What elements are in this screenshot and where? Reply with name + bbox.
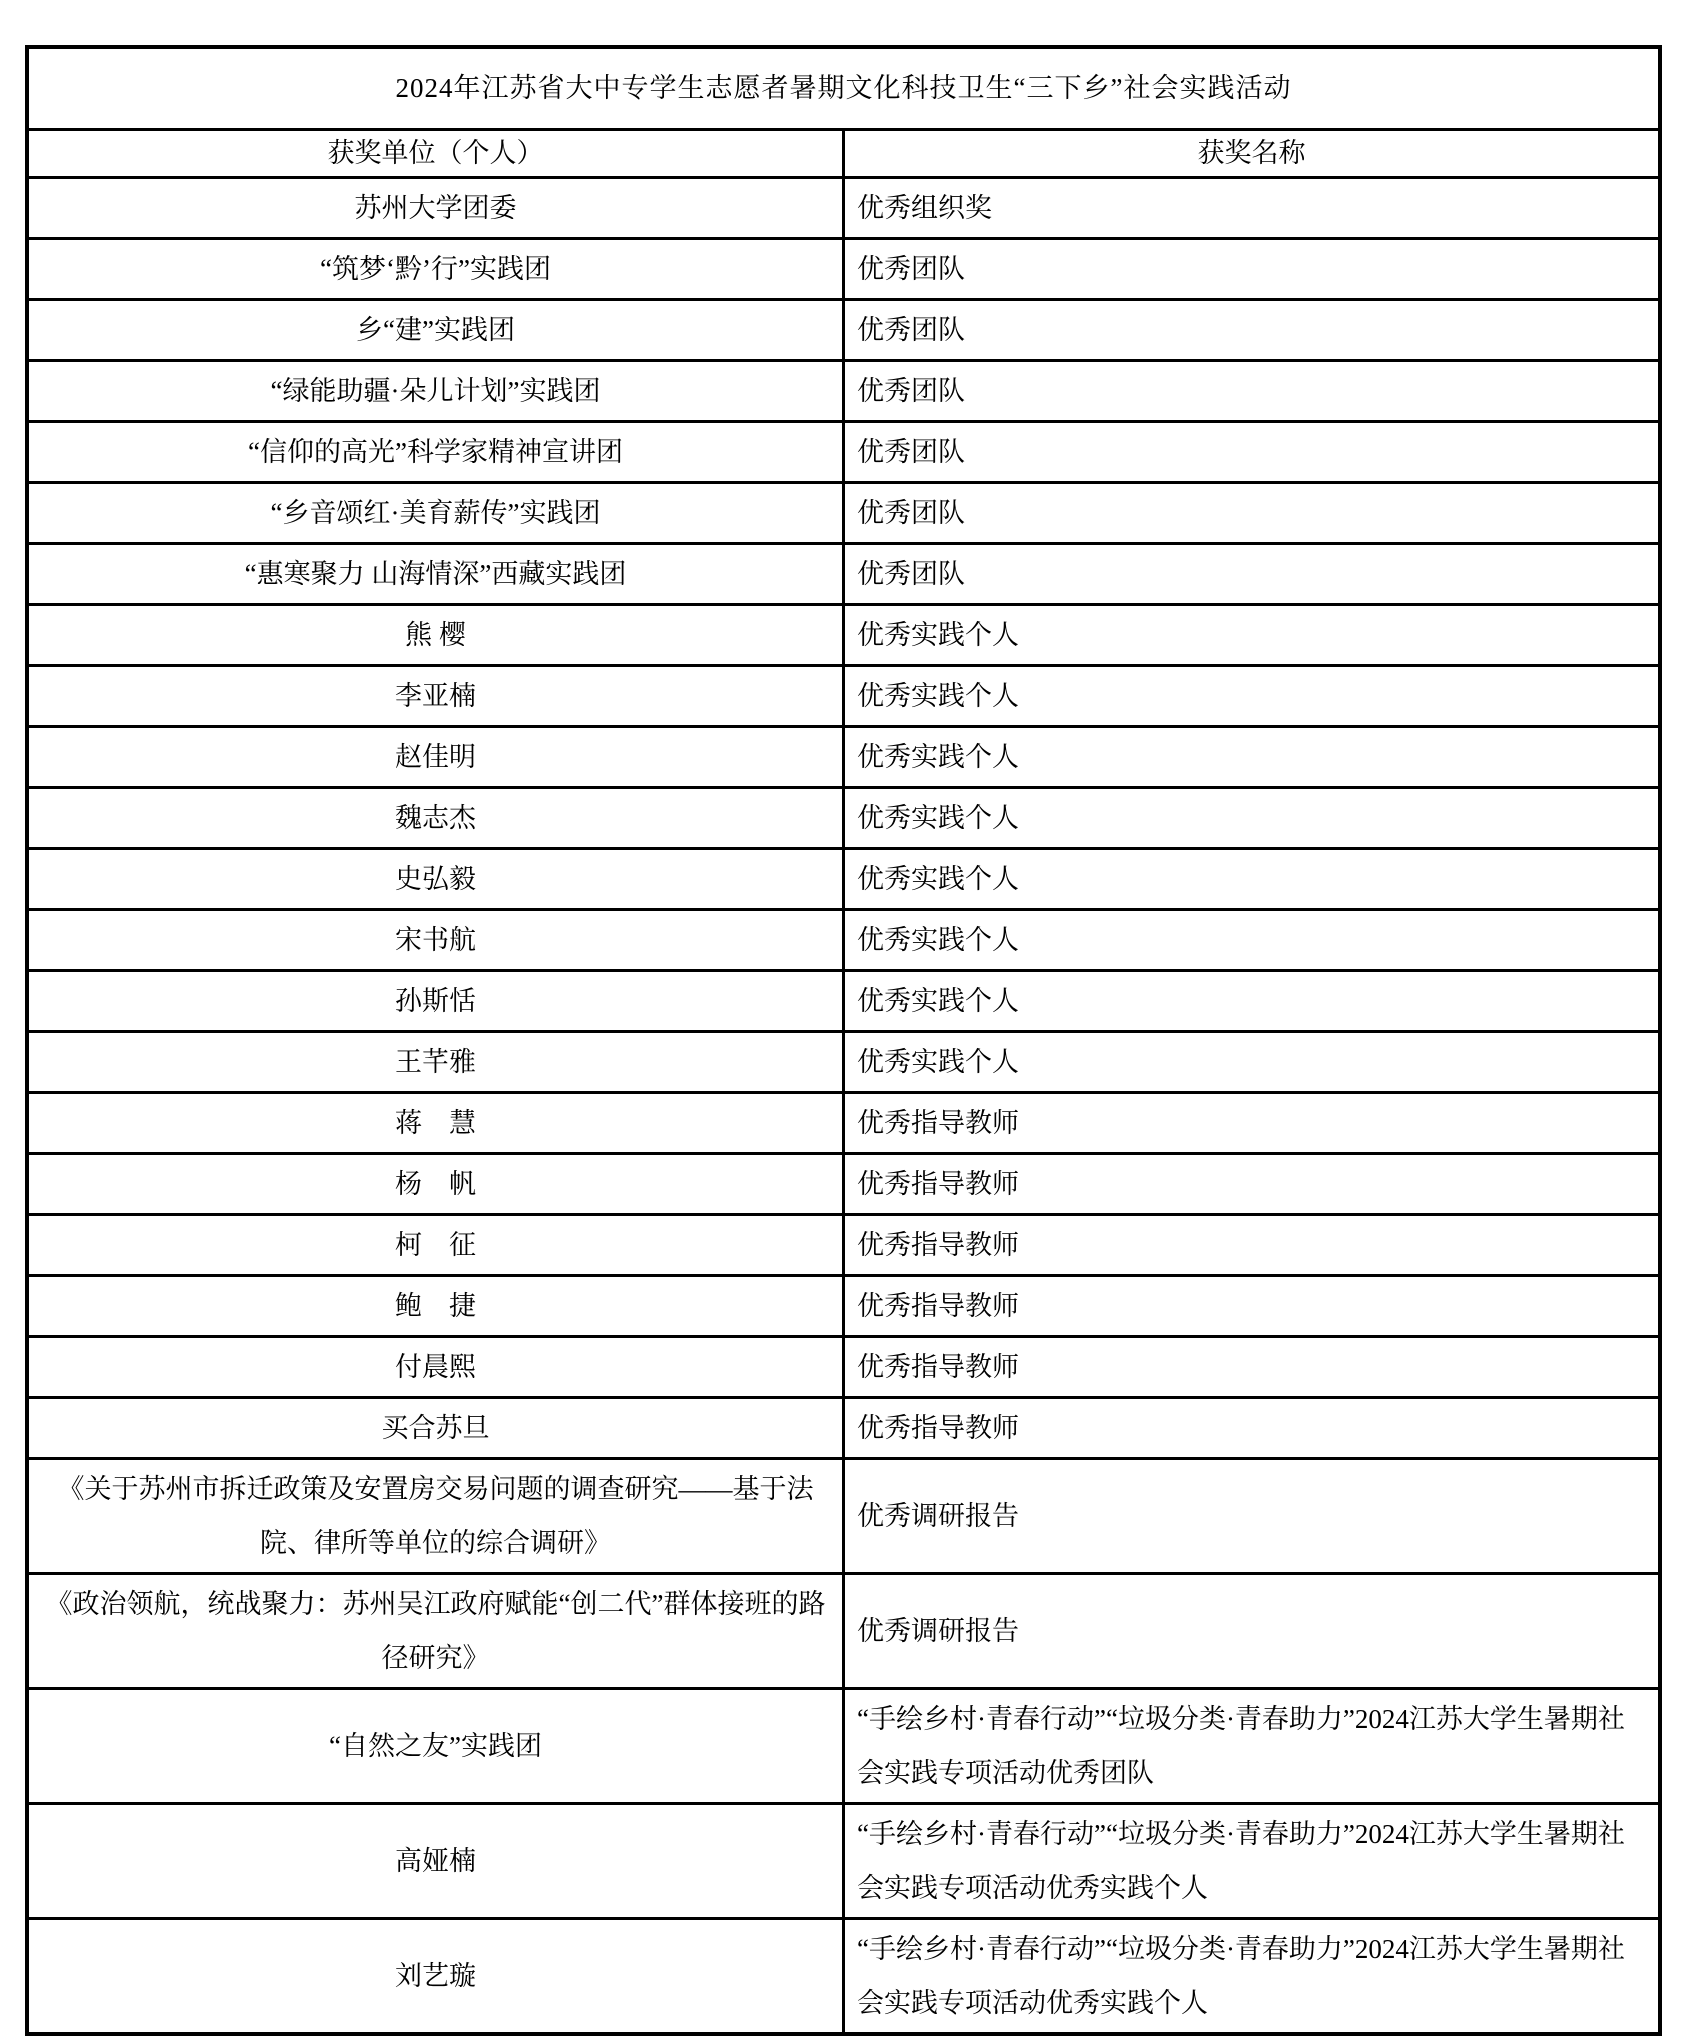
table-row	[27, 1215, 1660, 1276]
award-name: 优秀指导教师	[844, 1154, 1661, 1215]
table-row	[27, 910, 1660, 971]
award-name: 优秀组织奖	[844, 178, 1661, 239]
table-row	[27, 483, 1660, 544]
table-row	[27, 849, 1660, 910]
award-name: 优秀团队	[844, 239, 1661, 300]
award-name: 优秀实践个人	[844, 605, 1661, 666]
award-recipient: “自然之友”实践团	[27, 1689, 844, 1804]
table-row	[27, 544, 1660, 605]
award-recipient: 熊 樱	[27, 605, 844, 666]
award-recipient: 《关于苏州市拆迁政策及安置房交易问题的调查研究——基于法院、律所等单位的综合调研》	[27, 1459, 844, 1574]
award-recipient: 李亚楠	[27, 666, 844, 727]
title-row	[27, 47, 1660, 130]
award-name: 优秀团队	[844, 361, 1661, 422]
award-recipient: 魏志杰	[27, 788, 844, 849]
table-row	[27, 1276, 1660, 1337]
award-name: 优秀指导教师	[844, 1215, 1661, 1276]
award-recipient: 蒋 慧	[27, 1093, 844, 1154]
table-row	[27, 1459, 1660, 1574]
award-recipient: 《政治领航，统战聚力：苏州吴江政府赋能“创二代”群体接班的路径研究》	[27, 1574, 844, 1689]
award-name: 优秀调研报告	[844, 1574, 1661, 1689]
award-recipient: 宋书航	[27, 910, 844, 971]
table-row	[27, 971, 1660, 1032]
table-row	[27, 1337, 1660, 1398]
table-row	[27, 361, 1660, 422]
award-name: 优秀指导教师	[844, 1398, 1661, 1459]
table-row	[27, 1154, 1660, 1215]
award-recipient: 高娅楠	[27, 1804, 844, 1919]
award-recipient: 史弘毅	[27, 849, 844, 910]
award-name: 优秀实践个人	[844, 727, 1661, 788]
award-recipient: 买合苏旦	[27, 1398, 844, 1459]
table-row	[27, 666, 1660, 727]
award-name: 优秀实践个人	[844, 666, 1661, 727]
award-name: “手绘乡村·青春行动”“垃圾分类·青春助力”2024江苏大学生暑期社会实践专项活动优秀实践个人	[844, 1919, 1661, 2035]
award-recipient: 鲍 捷	[27, 1276, 844, 1337]
award-name: 优秀实践个人	[844, 1032, 1661, 1093]
column-header-recipient: 获奖单位（个人）	[27, 130, 844, 178]
award-recipient: 苏州大学团委	[27, 178, 844, 239]
award-name: “手绘乡村·青春行动”“垃圾分类·青春助力”2024江苏大学生暑期社会实践专项活动优秀团队	[844, 1689, 1661, 1804]
table-row	[27, 1574, 1660, 1689]
award-recipient: “信仰的高光”科学家精神宣讲团	[27, 422, 844, 483]
award-recipient: 杨 帆	[27, 1154, 844, 1215]
table-row	[27, 239, 1660, 300]
award-name: 优秀团队	[844, 544, 1661, 605]
award-name: 优秀团队	[844, 483, 1661, 544]
table-row	[27, 1919, 1660, 2035]
table-row	[27, 727, 1660, 788]
award-recipient: “惠寒聚力 山海情深”西藏实践团	[27, 544, 844, 605]
award-recipient: “筑梦‘黔’行”实践团	[27, 239, 844, 300]
award-name: 优秀指导教师	[844, 1276, 1661, 1337]
award-name: “手绘乡村·青春行动”“垃圾分类·青春助力”2024江苏大学生暑期社会实践专项活动优秀实践个人	[844, 1804, 1661, 1919]
award-name: 优秀实践个人	[844, 910, 1661, 971]
table-row	[27, 605, 1660, 666]
table-title: 2024年江苏省大中专学生志愿者暑期文化科技卫生“三下乡”社会实践活动	[27, 47, 1660, 130]
awards-table	[25, 45, 1662, 2036]
column-header-award: 获奖名称	[844, 130, 1661, 178]
table-row	[27, 788, 1660, 849]
award-name: 优秀实践个人	[844, 971, 1661, 1032]
table-row	[27, 1689, 1660, 1804]
award-name: 优秀团队	[844, 422, 1661, 483]
award-name: 优秀指导教师	[844, 1337, 1661, 1398]
award-name: 优秀团队	[844, 300, 1661, 361]
award-name: 优秀实践个人	[844, 788, 1661, 849]
award-name: 优秀指导教师	[844, 1093, 1661, 1154]
award-recipient: 孙斯恬	[27, 971, 844, 1032]
award-name: 优秀调研报告	[844, 1459, 1661, 1574]
award-recipient: “绿能助疆·朵儿计划”实践团	[27, 361, 844, 422]
award-recipient: “乡音颂红·美育薪传”实践团	[27, 483, 844, 544]
table-row	[27, 1032, 1660, 1093]
award-recipient: 刘艺璇	[27, 1919, 844, 2035]
award-recipient: 柯 征	[27, 1215, 844, 1276]
award-recipient: 王芊雅	[27, 1032, 844, 1093]
award-recipient: 乡“建”实践团	[27, 300, 844, 361]
table-row	[27, 300, 1660, 361]
table-row	[27, 178, 1660, 239]
award-recipient: 赵佳明	[27, 727, 844, 788]
table-row	[27, 422, 1660, 483]
award-name: 优秀实践个人	[844, 849, 1661, 910]
table-row	[27, 1093, 1660, 1154]
table-row	[27, 1804, 1660, 1919]
table-row	[27, 1398, 1660, 1459]
header-row	[27, 130, 1660, 178]
award-recipient: 付晨熙	[27, 1337, 844, 1398]
